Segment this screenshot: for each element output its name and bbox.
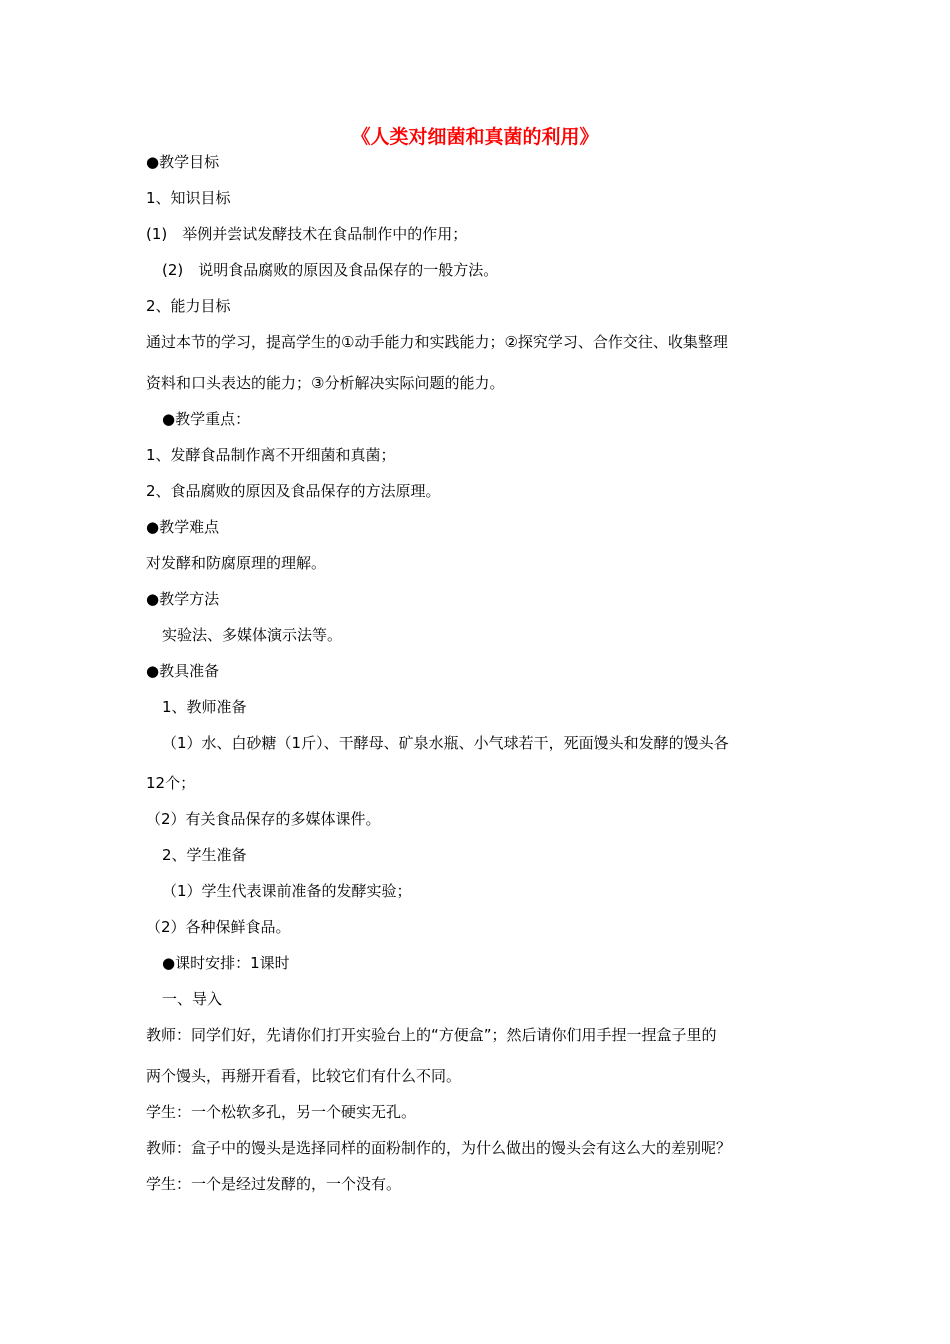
focus-item-2: 2、食品腐败的原因及食品保存的方法原理。 bbox=[146, 482, 441, 500]
dialogue-teacher-1-line-1: 教师：同学们好，先请你们打开实验台上的“方便盒”；然后请你们用手捏一捏盒子里的 bbox=[146, 1026, 717, 1044]
document-title: 《人类对细菌和真菌的利用》 bbox=[351, 126, 599, 148]
student-prep-item-2: （2）各种保鲜食品。 bbox=[146, 918, 291, 936]
teacher-prep-item-1-line-2: 12个； bbox=[146, 774, 196, 792]
subheading-ability-objectives: 2、能力目标 bbox=[146, 297, 231, 315]
dialogue-student-2: 学生：一个是经过发酵的，一个没有。 bbox=[146, 1175, 402, 1193]
heading-teaching-focus: ●教学重点： bbox=[162, 410, 251, 428]
dialogue-teacher-1-line-2: 两个馒头，再掰开看看，比较它们有什么不同。 bbox=[146, 1067, 462, 1085]
subheading-teacher-preparation: 1、教师准备 bbox=[162, 698, 247, 716]
dialogue-teacher-2: 教师：盒子中的馒头是选择同样的面粉制作的，为什么做出的馒头会有这么大的差别呢？ bbox=[146, 1139, 732, 1157]
heading-teaching-methods: ●教学方法 bbox=[146, 590, 220, 608]
teacher-prep-item-2: （2）有关食品保存的多媒体课件。 bbox=[146, 810, 381, 828]
methods-text: 实验法、多媒体演示法等。 bbox=[162, 626, 343, 644]
teacher-prep-item-1-line-1: （1）水、白砂糖（1斤）、干酵母、矿泉水瓶、小气球若干，死面馒头和发酵的馒头各 bbox=[162, 734, 729, 752]
focus-item-1: 1、发酵食品制作离不开细菌和真菌； bbox=[146, 446, 396, 464]
heading-teaching-difficulty: ●教学难点 bbox=[146, 518, 220, 536]
dialogue-student-1: 学生：一个松软多孔，另一个硬实无孔。 bbox=[146, 1103, 417, 1121]
student-prep-item-1: （1）学生代表课前准备的发酵实验； bbox=[162, 882, 412, 900]
heading-teaching-objectives: ●教学目标 bbox=[146, 153, 220, 171]
heading-introduction: 一、导入 bbox=[162, 990, 223, 1008]
subheading-knowledge-objectives: 1、知识目标 bbox=[146, 189, 231, 207]
difficulty-text: 对发酵和防腐原理的理解。 bbox=[146, 554, 327, 572]
subheading-student-preparation: 2、学生准备 bbox=[162, 846, 247, 864]
ability-paragraph-line-1: 通过本节的学习，提高学生的①动手能力和实践能力；②探究学习、合作交往、收集整理 bbox=[146, 333, 728, 351]
heading-teaching-aids: ●教具准备 bbox=[146, 662, 220, 680]
knowledge-item-2: (2) 说明食品腐败的原因及食品保存的一般方法。 bbox=[162, 261, 499, 279]
knowledge-item-1: (1) 举例并尝试发酵技术在食品制作中的作用； bbox=[146, 225, 468, 243]
heading-class-schedule: ●课时安排：1课时 bbox=[162, 954, 290, 972]
ability-paragraph-line-2: 资料和口头表达的能力；③分析解决实际问题的能力。 bbox=[146, 374, 505, 392]
